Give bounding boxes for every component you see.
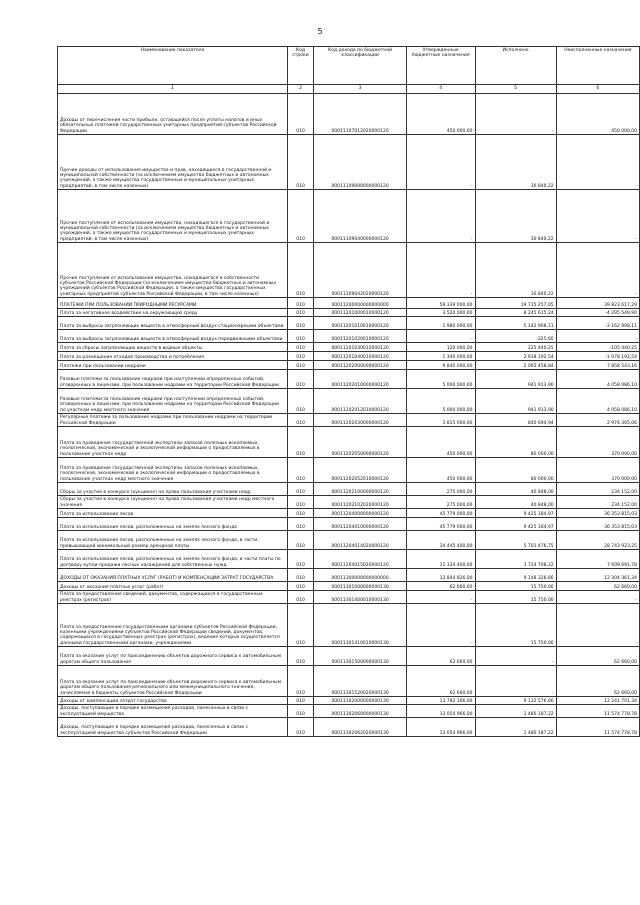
table-row xyxy=(58,427,640,458)
row-name: Регулярные платежи за пользование недрами при пользовании недрами на территории Российской Федерации xyxy=(58,414,288,427)
table-row xyxy=(58,666,640,697)
row-kbk: 00011204015020000120 xyxy=(314,550,407,569)
column-number: 6 xyxy=(556,85,639,94)
row-name: Плата за выбросы загрязняющих веществ в атмосферный воздух стационарными объектами xyxy=(58,317,288,330)
table-row xyxy=(58,309,640,317)
row-kbk: 00011204014020000120 xyxy=(314,531,407,550)
row-code: 010 xyxy=(287,135,313,190)
row-approved: 62 660,00 xyxy=(406,666,475,697)
row-kbk: 00011301000000000130 xyxy=(314,582,407,591)
row-name: Плата за оказание услуг по присоединению объектов дорожного сервиса к автомобильным дорогам общего пользования xyxy=(58,647,288,666)
column-number: 1 xyxy=(58,85,288,94)
table-row xyxy=(58,370,640,389)
row-code: 010 xyxy=(287,697,313,705)
row-executed: - xyxy=(475,94,556,135)
row-approved: 275 000,00 xyxy=(406,483,475,496)
row-remaining: - xyxy=(556,330,639,343)
row-kbk: 00011301520020000130 xyxy=(314,666,407,697)
table-row xyxy=(58,496,640,509)
table-row xyxy=(58,361,640,370)
row-kbk: 00011302060000000130 xyxy=(314,705,407,718)
table-row xyxy=(58,317,640,330)
row-code: 010 xyxy=(287,94,313,135)
row-code: 010 xyxy=(287,343,313,352)
row-approved: 5 000 000,00 xyxy=(406,389,475,414)
table-row xyxy=(58,604,640,647)
row-code: 010 xyxy=(287,361,313,370)
row-approved: 62 660,00 xyxy=(406,582,475,591)
row-kbk: 00011202050000000120 xyxy=(314,427,407,458)
row-executed: 15 750,00 xyxy=(475,591,556,604)
row-executed: 40 848,00 xyxy=(475,483,556,496)
column-number: 5 xyxy=(475,85,556,94)
table-row xyxy=(58,591,640,604)
row-executed: 8 245 615,24 xyxy=(475,309,556,317)
row-remaining: 12 241 701,34 xyxy=(556,697,639,705)
row-approved: 3 815 000,00 xyxy=(406,414,475,427)
header-kbk: Код дохода по бюджетной классификации xyxy=(314,47,407,85)
row-approved: 13 844 826,00 xyxy=(406,569,475,582)
row-approved: 1 980 000,00 xyxy=(406,317,475,330)
row-remaining: 62 660,00 xyxy=(556,666,639,697)
row-executed: 5 701 476,75 xyxy=(475,531,556,550)
row-executed: 840 694,94 xyxy=(475,414,556,427)
row-remaining: - xyxy=(556,604,639,647)
row-executed: 5 142 908,11 xyxy=(475,317,556,330)
table-row xyxy=(58,509,640,518)
row-executed: 30 840,22 xyxy=(475,135,556,190)
row-executed: 225 440,25 xyxy=(475,343,556,352)
row-code: 010 xyxy=(287,518,313,531)
column-number: 3 xyxy=(314,85,407,94)
row-code: 010 xyxy=(287,427,313,458)
row-remaining: - xyxy=(556,591,639,604)
row-name: Плата за проведение государственной экспертизы запасов полезных ископаемых, геологической, экономической и экологической информации о предоставляемых в пользование участках недр xyxy=(58,427,288,458)
row-executed: 9 132 576,66 xyxy=(475,697,556,705)
row-kbk: 00011202030000000120 xyxy=(314,414,407,427)
row-code: 010 xyxy=(287,569,313,582)
row-remaining: -4 295 549,90 xyxy=(556,309,639,317)
row-remaining: 2 974 305,06 xyxy=(556,414,639,427)
row-executed: 30 840,22 xyxy=(475,190,556,243)
row-approved: 450 000,00 xyxy=(406,427,475,458)
row-remaining: 36 353 815,03 xyxy=(556,509,639,518)
row-code: 010 xyxy=(287,550,313,569)
row-code: 010 xyxy=(287,330,313,343)
header-approved: Утвержденные бюджетные назначения xyxy=(406,47,475,85)
table-row xyxy=(58,718,640,737)
row-name: Доходы от компенсации затрат государства xyxy=(58,697,288,705)
row-code: 010 xyxy=(287,666,313,697)
table-row xyxy=(58,518,640,531)
row-approved: 13 054 966,00 xyxy=(406,718,475,737)
row-name: Плата за использование лесов, расположенных на землях лесного фонда, в части платы по договору купли-продажи лесных насаждений для собственных нужд xyxy=(58,550,288,569)
row-kbk: 00011201030010000120 xyxy=(314,343,407,352)
row-approved: 34 445 400,00 xyxy=(406,531,475,550)
row-name: Плата за оказание услуг по присоединению объектов дорожного сервиса к автомобильным дорогам общего пользования регионального или межмуниципального значения, зачисляемая в бюджеты субъектов Российской Федерации xyxy=(58,666,288,697)
row-name: Плата за проведение государственной экспертизы запасов полезных ископаемых, геологической, экономической и экологической информации о предоставляемых в пользование участках недр местного значения xyxy=(58,458,288,483)
row-executed: 30 840,22 xyxy=(475,243,556,298)
row-kbk: 00011204000000000120 xyxy=(314,509,407,518)
table-row xyxy=(58,550,640,569)
row-name: Прочие поступления от использования имущества, находящегося в государственной и муниципальной собственности (за исключением имущества бюджетных и автономных учреждений, а также имущества государственных и муниципальных унитарных предприятий, в том числе казенных) xyxy=(58,190,288,243)
row-name: Сборы за участие в конкурсе (аукционе) на право пользования участками недр местного значения xyxy=(58,496,288,509)
row-kbk: 00011300000000000000 xyxy=(314,569,407,582)
row-remaining: -105 440,25 xyxy=(556,343,639,352)
row-code: 010 xyxy=(287,458,313,483)
row-kbk: 00011301400010000130 xyxy=(314,591,407,604)
table-row xyxy=(58,330,640,343)
row-remaining: 370 000,00 xyxy=(556,458,639,483)
row-executed: 15 750,00 xyxy=(475,604,556,647)
row-code: 010 xyxy=(287,370,313,389)
row-approved: - xyxy=(406,591,475,604)
row-remaining: 7 609 691,78 xyxy=(556,550,639,569)
row-approved: 450 000,00 xyxy=(406,458,475,483)
row-remaining: - xyxy=(556,135,639,190)
table-row xyxy=(58,697,640,705)
row-approved: 59 339 000,00 xyxy=(406,298,475,309)
table-row xyxy=(58,569,640,582)
row-approved: 450 000,00 xyxy=(406,94,475,135)
row-code: 010 xyxy=(287,582,313,591)
row-name: ПЛАТЕЖИ ПРИ ПОЛЬЗОВАНИИ ПРИРОДНЫМИ РЕСУРСАМИ xyxy=(58,298,288,309)
row-approved: 1 340 000,00 xyxy=(406,352,475,361)
row-kbk: 00011109042020000120 xyxy=(314,243,407,298)
row-executed: 9 425 184,97 xyxy=(475,509,556,518)
table-row xyxy=(58,243,640,298)
table-row xyxy=(58,190,640,243)
row-kbk: 00011107012020000120 xyxy=(314,94,407,135)
row-name: Доходы от оказания платных услуг (работ) xyxy=(58,582,288,591)
row-executed: 9 148 326,66 xyxy=(475,569,556,582)
row-kbk: 00011202012010000120 xyxy=(314,389,407,414)
row-code: 010 xyxy=(287,509,313,518)
table-row xyxy=(58,343,640,352)
row-remaining: 11 574 778,78 xyxy=(556,705,639,718)
row-kbk: 00011204010000000120 xyxy=(314,518,407,531)
header-code: Код строки xyxy=(287,47,313,85)
row-approved: - xyxy=(406,135,475,190)
table-row xyxy=(58,705,640,718)
header-row xyxy=(58,47,640,85)
row-remaining: 7 858 543,16 xyxy=(556,361,639,370)
row-executed: 2 918 192,54 xyxy=(475,352,556,361)
row-kbk: 00011201040010000120 xyxy=(314,352,407,361)
row-remaining: -3 162 908,11 xyxy=(556,317,639,330)
row-kbk: 00011201020010000120 xyxy=(314,330,407,343)
row-remaining: 36 353 815,03 xyxy=(556,518,639,531)
table-row xyxy=(58,94,640,135)
table-row xyxy=(58,352,640,361)
row-approved: 120 000,00 xyxy=(406,343,475,352)
row-kbk: 00011202100000000120 xyxy=(314,483,407,496)
table-row xyxy=(58,458,640,483)
row-remaining: 234 152,00 xyxy=(556,483,639,496)
row-remaining: - xyxy=(556,190,639,243)
table-row xyxy=(58,647,640,666)
row-remaining: 370 000,00 xyxy=(556,427,639,458)
row-code: 010 xyxy=(287,243,313,298)
row-remaining: 28 743 923,25 xyxy=(556,531,639,550)
table-row xyxy=(58,531,640,550)
row-remaining: -1 078 192,54 xyxy=(556,352,639,361)
row-remaining: - xyxy=(556,243,639,298)
row-name: Плата за размещение отходов производства и потребления xyxy=(58,352,288,361)
row-executed: - xyxy=(475,647,556,666)
row-executed: 1 480 187,22 xyxy=(475,705,556,718)
row-code: 010 xyxy=(287,389,313,414)
column-number: 4 xyxy=(406,85,475,94)
row-code: 010 xyxy=(287,317,313,330)
row-code: 010 xyxy=(287,483,313,496)
row-approved: - xyxy=(406,243,475,298)
row-kbk: 00011202102020000120 xyxy=(314,496,407,509)
row-name: Сборы за участие в конкурсе (аукционе) на право пользования участками недр xyxy=(58,483,288,496)
row-remaining: 234 152,00 xyxy=(556,496,639,509)
row-approved: 3 520 000,00 xyxy=(406,309,475,317)
table-row xyxy=(58,582,640,591)
row-code: 010 xyxy=(287,604,313,647)
row-code: 010 xyxy=(287,531,313,550)
row-kbk: 00011109000000000120 xyxy=(314,135,407,190)
header-name: Наименование показателя xyxy=(58,47,288,85)
row-name: Платежи при пользовании недрами xyxy=(58,361,288,370)
header-executed: Исполнено xyxy=(475,47,556,85)
row-executed: 1 480 187,22 xyxy=(475,718,556,737)
row-kbk: 00011200000000000000 xyxy=(314,298,407,309)
report-body xyxy=(58,94,640,737)
column-number: 2 xyxy=(287,85,313,94)
row-code: 010 xyxy=(287,298,313,309)
row-remaining: 4 058 086,10 xyxy=(556,389,639,414)
row-name: Плата за использование лесов xyxy=(58,509,288,518)
row-approved: 45 779 000,00 xyxy=(406,509,475,518)
row-executed: 80 000,00 xyxy=(475,427,556,458)
row-executed: 19 715 257,05 xyxy=(475,298,556,309)
row-kbk: 00011202052010000120 xyxy=(314,458,407,483)
row-kbk: 00011301410010000130 xyxy=(314,604,407,647)
row-approved: - xyxy=(406,330,475,343)
row-name: Доходы от перечисления части прибыли, остающейся после уплаты налогов и иных обязательных платежей государственных унитарных предприятий субъектов Российской Федерации xyxy=(58,94,288,135)
row-code: 010 xyxy=(287,190,313,243)
row-kbk: 00011202000000000120 xyxy=(314,361,407,370)
row-kbk: 00011302062020000130 xyxy=(314,718,407,737)
row-executed: 40 848,00 xyxy=(475,496,556,509)
header-remaining: Неисполненные назначения xyxy=(556,47,639,85)
row-name: Плата за использование лесов, расположенных на землях лесного фонда xyxy=(58,518,288,531)
row-code: 010 xyxy=(287,705,313,718)
row-name: Прочие поступления от использования имущества, находящегося в собственности субъектов Российской Федерации (за исключением имущества бюджетных и автономных учреждений субъектов Российской Федерации, а также имущества государственных унитарных предприятий субъектов Российской Федерации, в том числе казенных) xyxy=(58,243,288,298)
row-name: ДОХОДЫ ОТ ОКАЗАНИЯ ПЛАТНЫХ УСЛУГ (РАБОТ) И КОМПЕНСАЦИИ ЗАТРАТ ГОСУДАРСТВА xyxy=(58,569,288,582)
income-report-table xyxy=(57,46,640,737)
row-remaining: 450 000,00 xyxy=(556,94,639,135)
row-code: 010 xyxy=(287,309,313,317)
row-name: Плата за негативное воздействие на окружающую среду xyxy=(58,309,288,317)
table-row xyxy=(58,135,640,190)
row-code: 010 xyxy=(287,718,313,737)
row-name: Разовые платежи за пользование недрами при наступлении определенных событий, оговоренных в лицензии, при пользовании недрами на территории Российской Федерации xyxy=(58,370,288,389)
row-kbk: 00011201000010000120 xyxy=(314,309,407,317)
row-code: 010 xyxy=(287,647,313,666)
row-name: Доходы, поступающие в порядке возмещения расходов, понесенных в связи с эксплуатацией имущества xyxy=(58,705,288,718)
row-name: Разовые платежи за пользование недрами при наступлении определенных событий, оговоренных в лицензии, при пользовании недрами на территории Российской Федерации по участкам недр местного значения xyxy=(58,389,288,414)
row-code: 010 xyxy=(287,352,313,361)
row-executed: 941 913,90 xyxy=(475,370,556,389)
row-code: 010 xyxy=(287,414,313,427)
row-executed: - xyxy=(475,666,556,697)
row-kbk: 00011301500000000130 xyxy=(314,647,407,666)
row-kbk: 00011202010000000120 xyxy=(314,370,407,389)
row-approved: 11 334 400,00 xyxy=(406,550,475,569)
row-name: Плата за использование лесов, расположенных на землях лесного фонда, в части, превышающей минимальный размер арендной платы xyxy=(58,531,288,550)
row-approved: - xyxy=(406,190,475,243)
row-executed: 2 065 458,84 xyxy=(475,361,556,370)
row-remaining: 62 660,00 xyxy=(556,647,639,666)
row-executed: -325,60 xyxy=(475,330,556,343)
table-row xyxy=(58,389,640,414)
row-executed: 80 000,00 xyxy=(475,458,556,483)
row-approved: 45 779 000,00 xyxy=(406,518,475,531)
row-approved: 275 000,00 xyxy=(406,496,475,509)
column-numbers-row xyxy=(58,85,640,94)
row-executed: 3 724 708,22 xyxy=(475,550,556,569)
row-executed: 941 913,90 xyxy=(475,389,556,414)
page-number: 5 xyxy=(317,27,323,36)
row-code: 010 xyxy=(287,496,313,509)
row-executed: 15 750,00 xyxy=(475,582,556,591)
row-approved: 5 000 000,00 xyxy=(406,370,475,389)
row-approved: - xyxy=(406,604,475,647)
row-name: Прочие доходы от использования имущества и прав, находящихся в государственной и муниципальной собственности (за исключением имущества бюджетных и автономных учреждений, а также имущества государственных и муниципальных унитарных предприятий, в том числе казенных) xyxy=(58,135,288,190)
row-remaining: 39 823 617,29 xyxy=(556,298,639,309)
row-kbk: 00011109040000000120 xyxy=(314,190,407,243)
row-code: 010 xyxy=(287,591,313,604)
row-remaining: 12 304 361,34 xyxy=(556,569,639,582)
row-approved: 13 782 166,00 xyxy=(406,697,475,705)
row-remaining: 62 660,00 xyxy=(556,582,639,591)
row-approved: 13 054 966,00 xyxy=(406,705,475,718)
row-approved: 62 660,00 xyxy=(406,647,475,666)
table-row xyxy=(58,298,640,309)
row-name: Плата за предоставление сведений, документов, содержащихся в государственных реестрах (регистрах) xyxy=(58,591,288,604)
row-name: Плата за предоставление государственными органами субъектов Российской Федерации, казенными учреждениями субъектов Российской Федерации сведений, документов, содержащихся в государственных реестрах (регистрах), ведение которых осуществляется данными государственными органами, учреждениями xyxy=(58,604,288,647)
row-approved: 9 840 000,00 xyxy=(406,361,475,370)
row-remaining: 4 058 086,10 xyxy=(556,370,639,389)
row-name: Плата за выбросы загрязняющих веществ в атмосферный воздух передвижными объектами xyxy=(58,330,288,343)
row-kbk: 00011201010010000120 xyxy=(314,317,407,330)
row-kbk: 00011302000000000130 xyxy=(314,697,407,705)
row-name: Плата за сбросы загрязняющих веществ в водные объекты xyxy=(58,343,288,352)
row-remaining: 11 574 778,78 xyxy=(556,718,639,737)
table-row xyxy=(58,414,640,427)
row-executed: 9 425 184,97 xyxy=(475,518,556,531)
table-row xyxy=(58,483,640,496)
row-name: Доходы, поступающие в порядке возмещения расходов, понесенных в связи с эксплуатацией имущества субъектов Российской Федерации xyxy=(58,718,288,737)
